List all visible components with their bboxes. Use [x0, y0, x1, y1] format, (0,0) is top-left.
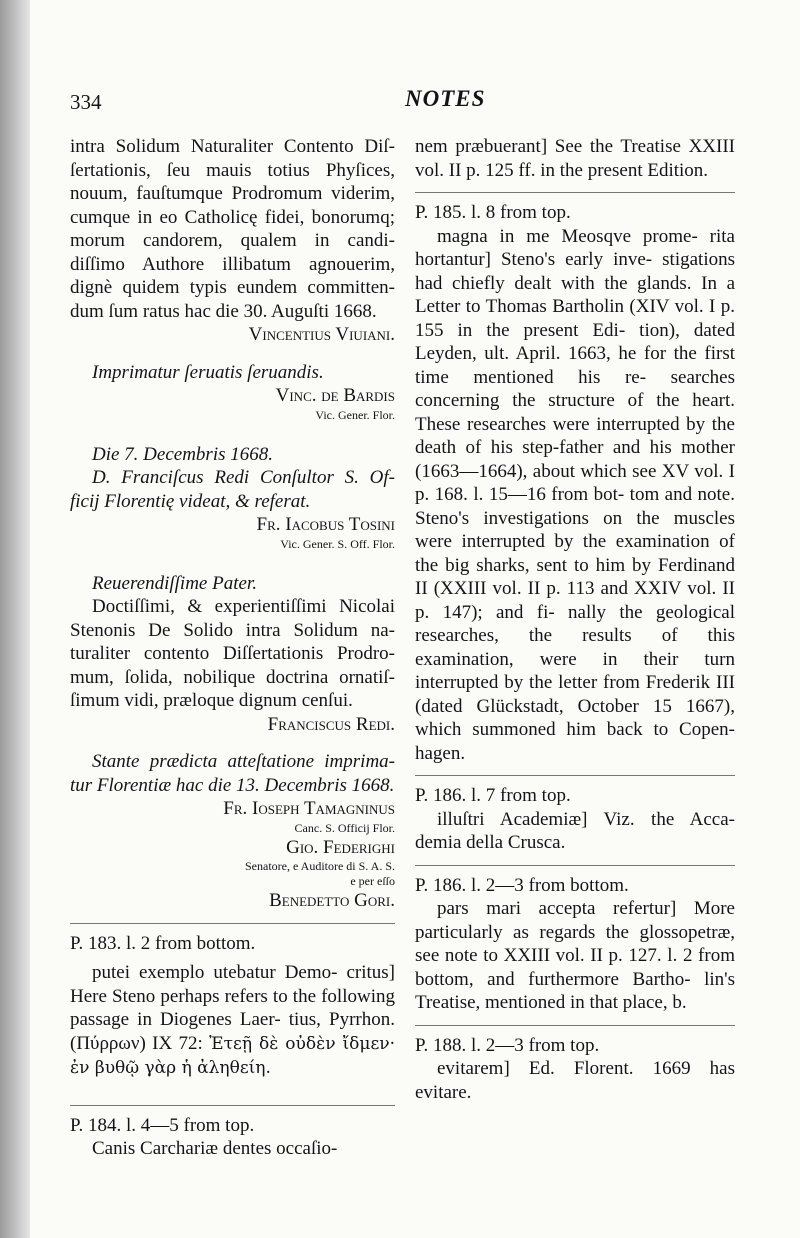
running-title: NOTES [405, 86, 486, 111]
signature-bardis: Vinc. de Bardis [275, 385, 395, 406]
note-heading-p185: P. 185. l. 8 from top. [415, 202, 571, 223]
right-column [415, 135, 735, 1104]
greek-quotation: Ἐτεῇ δὲ οὐδὲν ἴδμεν· ἐν βυθῷ γὰρ ἡ ἀληθείη. [70, 1033, 396, 1078]
note-text-p185: magna in me Meosqve prome- rita hortantur] Steno's early inve- stigations had chiefly dealt with the glands. In a Letter to Thomas Bartholin (XIV vol. I p. 155 in the present Edi- tion), dated Leyden, ult. April. 1663, he for the first time mentioned his re- searches concerning the structure of the heart. These researches were interrupted by the death of his step-father and his mother (1663—1664), about which see XV vol. I p. 168. l. 15—16 from bot- tom and note. Steno's investigations on the muscles were interrupted by the examination of the big sharks, sent to him by Ferdinand II (XXIII vol. II p. 113 and XXIV vol. II p. 147); and fi- nally the geological researches, the results of this examination, were in their turn interrupted by the letter from Frederik III (dated Glückstadt, October 15 1667), which summoned him back to Copen- hagen. [415, 225, 735, 764]
note-text-p183: putei exemplo utebatur Demo- critus] Here Steno perhaps refers to the following passage in Diogenes Laer- tius, Pyrrhon. (Πύρρων) IX 72: Ἐτεῇ δὲ οὐδὲν ἴδμεν· ἐν βυθῷ γὰρ ἡ ἀληθείη. [70, 962, 396, 1078]
note-heading-p188: P. 188. l. 2—3 from top. [415, 1034, 600, 1056]
signature-gori: Benedetto Gori. [269, 890, 395, 911]
note-text-p186a: illuſtri Academiæ] Viz. the Acca- demia della Crusca. [415, 808, 735, 853]
signature-per-esso: e per eſſo [350, 874, 395, 888]
salutation: Reuerendiſſime Pater. [92, 572, 257, 594]
book-spine-shadow [0, 0, 30, 1238]
signature-redi: Franciscus Redi. [267, 713, 395, 735]
section-divider-3 [415, 192, 735, 193]
imprimatur-line: Imprimatur ſeruatis ſeruandis. [92, 361, 324, 383]
book-page [30, 0, 800, 1238]
note-text-p184-start: Canis Carchariæ dentes occaſio- [92, 1138, 338, 1159]
note-text-p186b: pars mari accepta refertur] More particularly as regards the glossopetræ, see note to XXIII vol. II p. 127. l. 2 from bottom, and furthermore Bartho- lin's Treatise, mentioned in that place, b. [415, 898, 735, 1013]
signature-tosini-title: Vic. Gener. S. Off. Flor. [280, 536, 395, 551]
stante-paragraph: Stante prædicta atteſtatione imprima- tur Florentiæ hac die 13. Decembris 1668. [70, 751, 395, 796]
section-divider-6 [415, 1025, 735, 1026]
signature-bardis-title: Vic. Gener. Flor. [315, 407, 395, 422]
section-divider-2 [70, 1105, 395, 1106]
note-text-p184-cont: nem præbuerant] See the Treatise XXIII vol. II p. 125 ff. in the present Edition. [415, 136, 735, 181]
note-heading-p183: P. 183. l. 2 from bottom. [70, 932, 256, 954]
signature-tosini: Fr. Iacobus Tosini [256, 514, 395, 535]
page-number: 334 [70, 90, 102, 114]
left-column [70, 135, 395, 1161]
note-heading-p186b: P. 186. l. 2—3 from bottom. [415, 874, 629, 896]
note-heading-p186a: P. 186. l. 7 from top. [415, 785, 571, 806]
signature-viviani: Vincentius Viuiani. [248, 324, 395, 345]
signature-federighi-title: Senatore, e Auditore di S. A. S. [245, 859, 395, 873]
page-header [70, 85, 730, 115]
section-divider-4 [415, 775, 735, 776]
redi-consultor-paragraph: D. Franciſcus Redi Conſultor S. Of- ficij Florentię videat, & referat. [70, 467, 395, 512]
section-divider [70, 923, 395, 924]
signature-federighi: Gio. Federighi [286, 836, 395, 858]
note-heading-p184: P. 184. l. 4—5 from top. [70, 1114, 255, 1136]
signature-tamagninus: Fr. Ioseph Tamagninus [223, 798, 395, 819]
signature-tamagninus-title: Canc. S. Officij Flor. [294, 820, 395, 835]
redi-approval-paragraph: Doctiſſimi, & experientiſſimi Nicolai Stenonis De Solido intra Solidum na- turaliter contento Diſſertationis Prodro- mum, ſolida, nobilique doctrina ornatiſ- ſimum vidi, præloque dignum cenſui. [70, 596, 395, 711]
date-line: Die 7. Decembris 1668. [92, 443, 273, 465]
note-text-p188: evitarem] Ed. Florent. 1669 has evitare. [415, 1058, 735, 1103]
section-divider-5 [415, 865, 735, 866]
imprimatur-paragraph-1: intra Solidum Naturaliter Contento Diſ- ſertationis, ſeu mauis totius Phyſices, nouum, fauſtumque Prodromum viderim, cumque in eo Catholicę fidei, bonorumq; morum candorem, qualem in candi- diſſimo Authore illibatum agnouerim, dignè quidem typis eundem committen- dum ſum ratus hac die 30. Auguſti 1668. [70, 136, 395, 322]
